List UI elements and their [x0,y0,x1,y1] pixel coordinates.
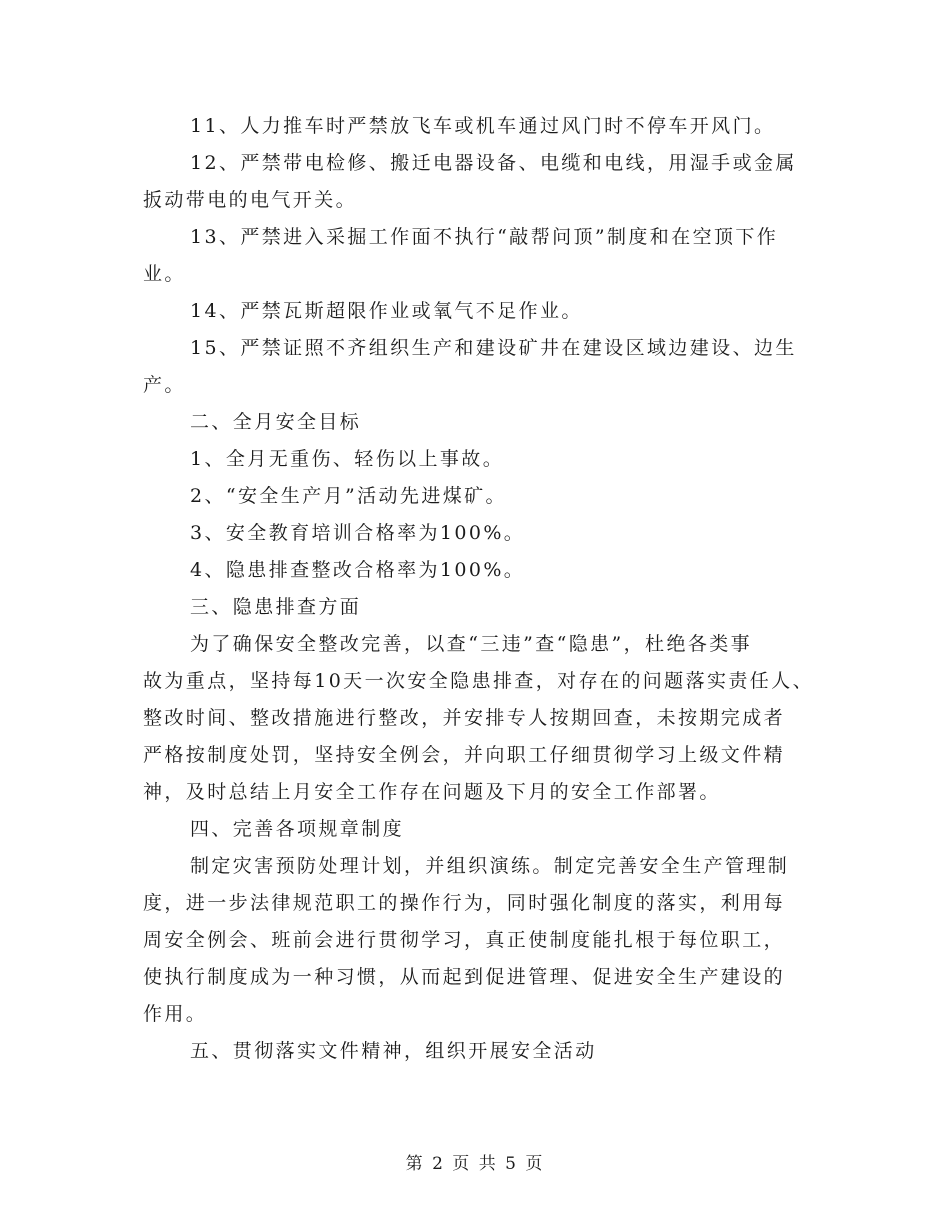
text-line: 度，进一步法律规范职工的操作行为，同时强化制度的落实，利用每 [143,892,786,914]
text-line: 3、安全教育培训合格率为100%。 [190,522,526,544]
text-line: 12、严禁带电检修、搬迁电器设备、电缆和电线，用湿手或金属 [190,152,797,174]
text-line: 业。 [143,263,186,285]
text-line: 产。 [143,374,186,396]
text-line: 故为重点，坚持每10天一次安全隐患排查，对存在的问题落实责任人、 [143,670,814,692]
text-line: 15、严禁证照不齐组织生产和建设矿井在建设区域边建设、边生 [190,337,797,359]
text-line: 14、严禁瓦斯超限作业或氧气不足作业。 [190,300,583,322]
section-heading: 四、完善各项规章制度 [190,818,405,840]
text-line: 周安全例会、班前会进行贯彻学习，真正使制度能扎根于每位职工， [143,929,786,951]
text-line: 1、全月无重伤、轻伤以上事故。 [190,448,505,470]
text-line: 制定灾害预防处理计划，并组织演练。制定完善安全生产管理制 [190,855,790,877]
section-heading: 二、全月安全目标 [190,411,362,433]
document-body [143,108,814,1070]
text-line: 扳动带电的电气开关。 [143,189,358,211]
text-line: 使执行制度成为一种习惯，从而起到促进管理、促进安全生产建设的 [143,966,786,988]
text-line: 13、严禁进入采掘工作面不执行“敲帮问顶”制度和在空顶下作 [190,226,779,248]
text-line: 11、人力推车时严禁放飞车或机车通过风门时不停车开风门。 [190,115,776,137]
section-heading: 三、隐患排查方面 [190,596,362,618]
text-line: 2、“安全生产月”活动先进煤矿。 [190,485,507,507]
text-line: 为了确保安全整改完善，以查“三违”查“隐患”，杜绝各类事 [190,633,753,655]
text-line: 严格按制度处罚，坚持安全例会，并向职工仔细贯彻学习上级文件精 [143,744,786,766]
text-line: 4、隐患排查整改合格率为100%。 [190,559,526,581]
page-number-footer: 第 2 页 共 5 页 [405,1154,545,1174]
section-heading: 五、贯彻落实文件精神，组织开展安全活动 [190,1040,597,1062]
text-line: 整改时间、整改措施进行整改，并安排专人按期回查，未按期完成者 [143,707,786,729]
text-line: 作用。 [143,1003,208,1025]
text-line: 神，及时总结上月安全工作存在问题及下月的安全工作部署。 [143,781,721,803]
